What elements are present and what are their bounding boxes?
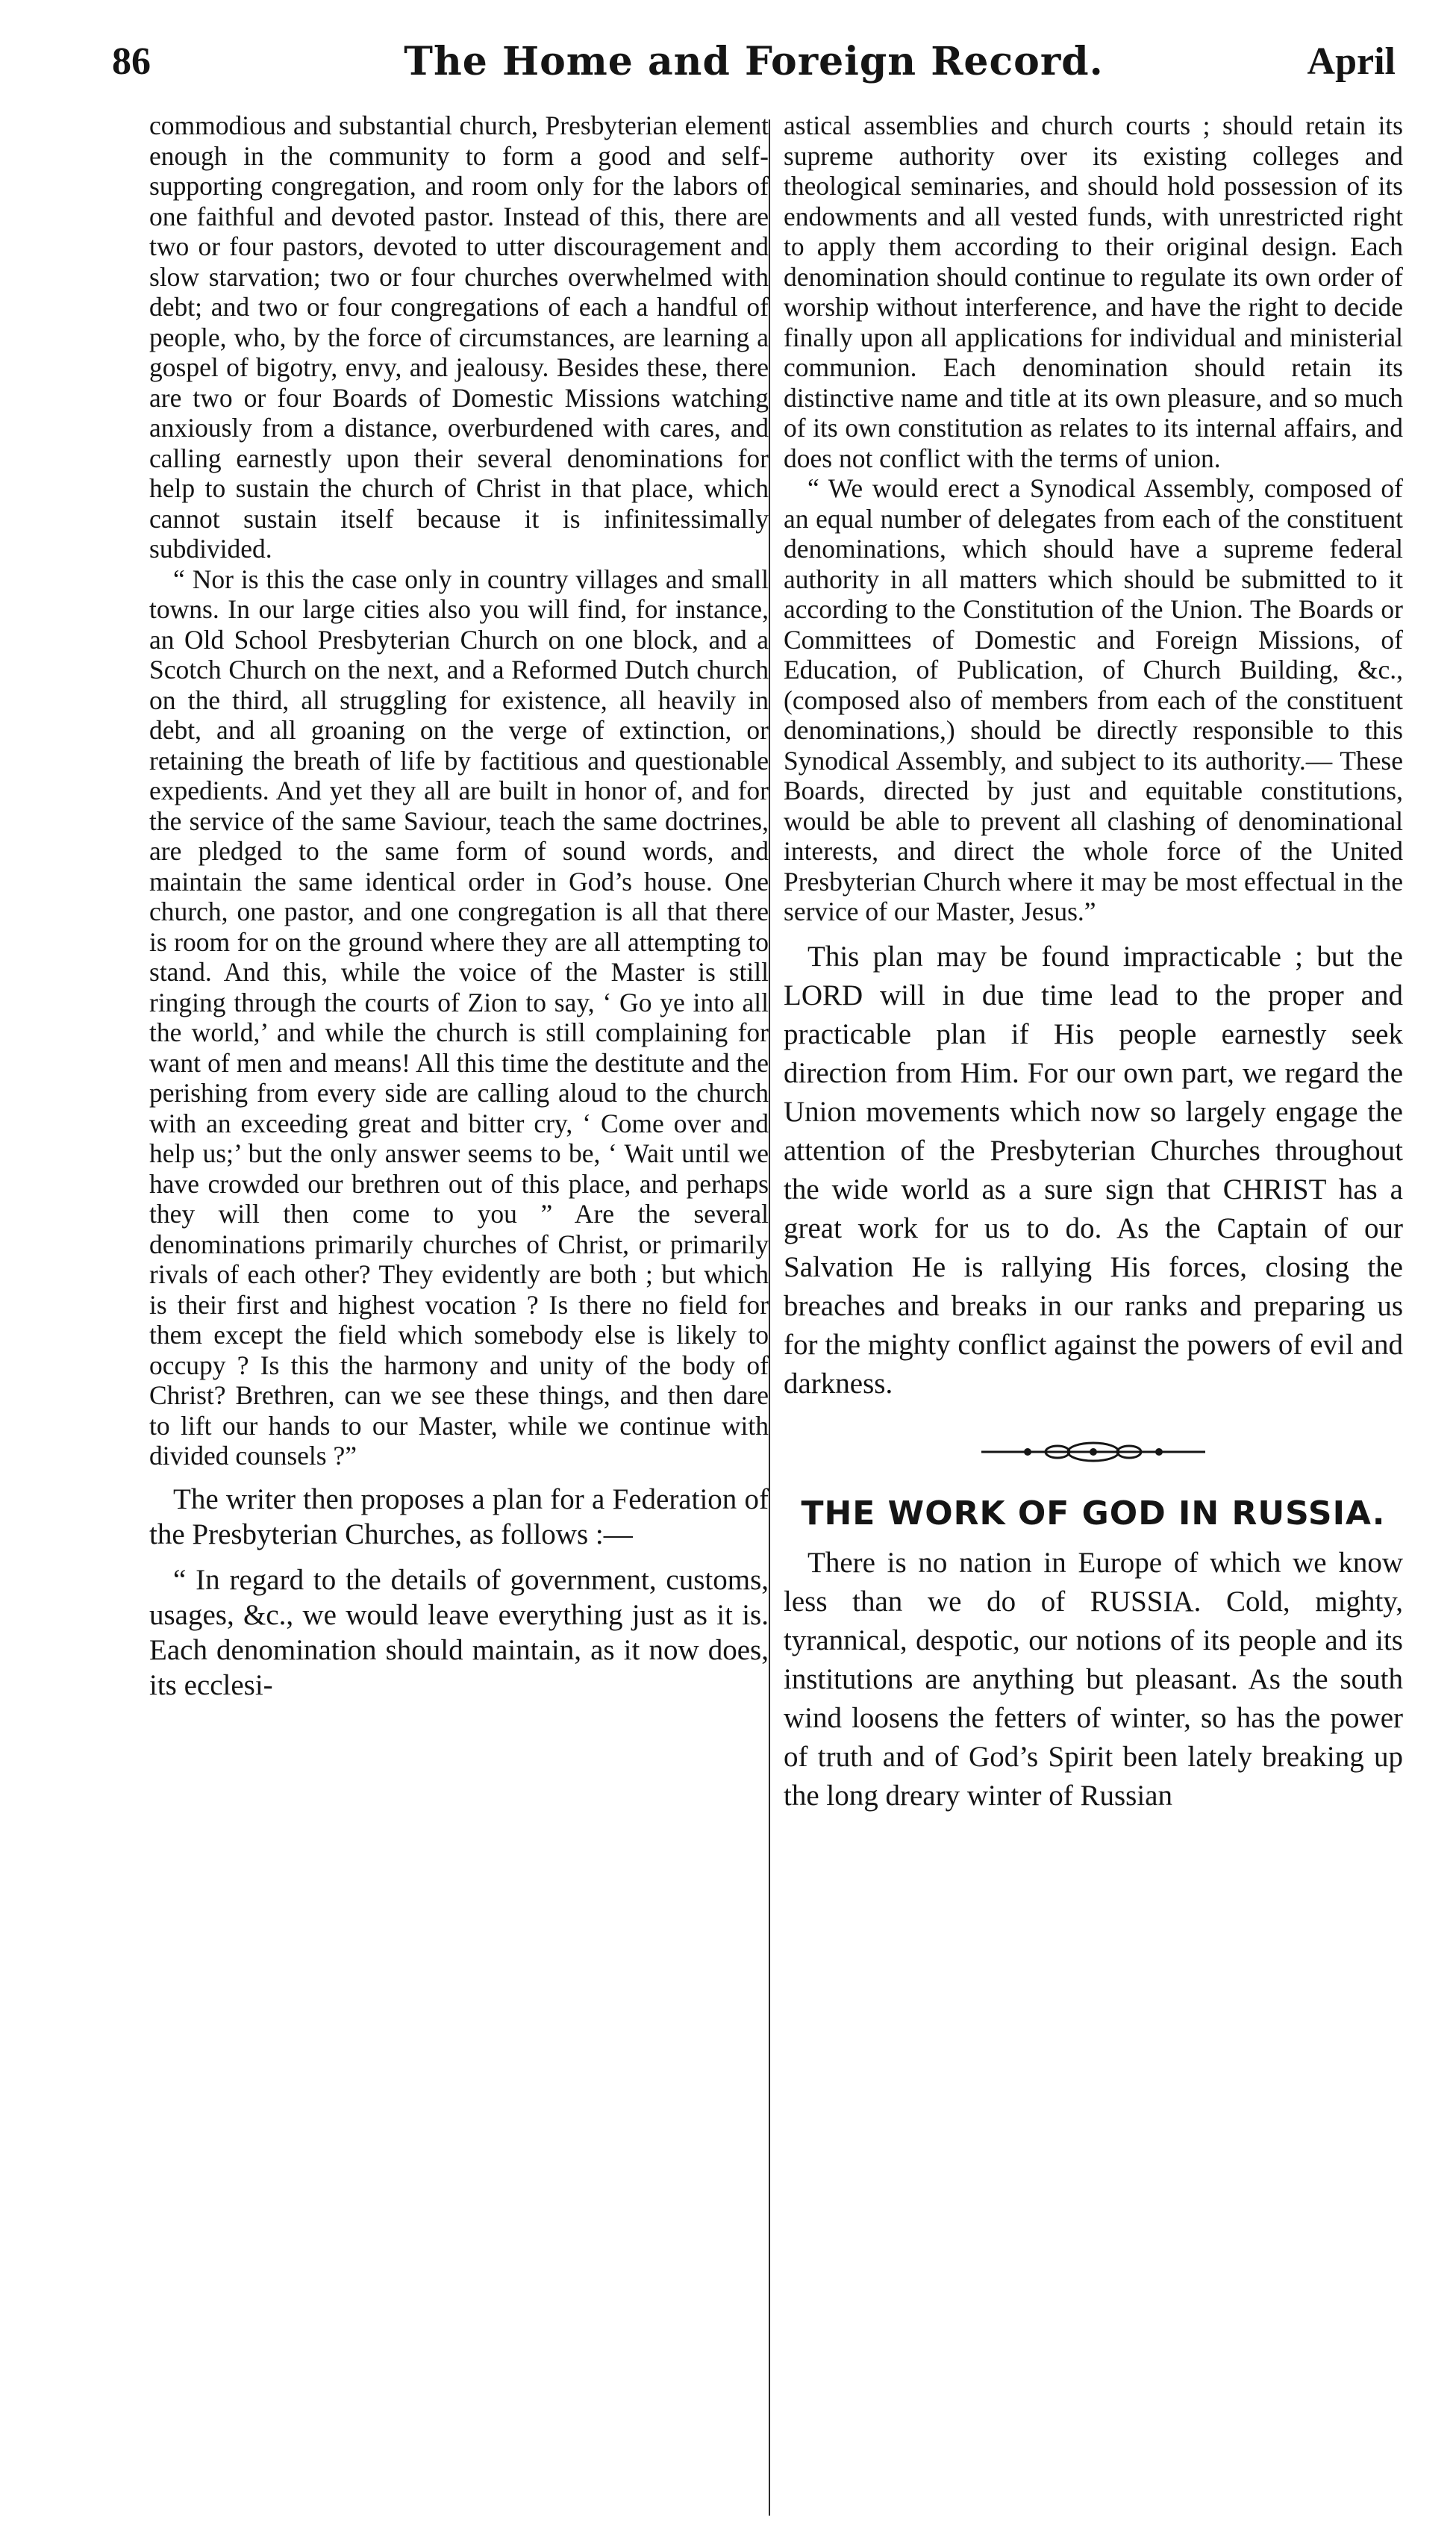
paragraph: This plan may be found impracticable ; but the LORD will in due time lead to the proper and practicable plan if His people earnestly seek direction from Him. For our own part, we regard the Union movements which now so largely engage the attention of the Presbyterian Churches throughout the wide world as a sure sign that CHRIST has a great work for us to do. As the Captain of our Salvation He is rallying His forces, closing the breaches and breaks in our ranks and preparing us for the mighty conflict against the powers of evil and darkness. bbox=[784, 940, 1403, 1400]
paragraph: There is no nation in Europe of which we know less than we do of RUSSIA. Cold, mighty, tyrannical, despotic, our notions of its people and its institutions are anything but pleasant. As the south wind loosens the fetters of winter, so has the power of truth and of God’s Spirit been lately breaking up the long dreary winter of Russian bbox=[784, 1546, 1403, 1812]
ornamental-divider bbox=[784, 1418, 1403, 1485]
page-number: 86 bbox=[112, 40, 151, 83]
left-column bbox=[149, 110, 769, 2522]
running-title: The Home and Foreign Record. bbox=[404, 39, 1104, 84]
paragraph: “ Nor is this the case only in country villages and small towns. In our large cities also you will find, for instance, an Old School Presbyterian Church on one block, and a Scotch Church on the next, and a Reformed Dutch church on the third, all struggling for existence, all heavily in debt, and all groaning on the verge of extinction, or retaining the breath of life by factitious and questionable expedients. And yet they all are built in honor of, and for the service of the same Saviour, teach the same doctrines, are pledged to the same form of sound words, and maintain the same identical order in God’s house. One church, one pastor, and one congregation is all that there is room for on the ground where they are all attempting to stand. And this, while the voice of the Master is still ringing through the courts of Zion to say, ‘ Go ye into all the world,’ and while the church is still complaining for want of men and means! All this time the destitute and the perishing from every side are calling aloud to the church with an exceeding great and bitter cry, ‘ Come over and help us;’ but the only answer seems to be, ‘ Wait until we have crowded our brethren out of this place, and perhaps they will then come to you ” Are the several denominations primarily churches of Christ, or primarily rivals of each other? They evidently are both ; but which is their first and highest vocation ? Is there no field for them except the field which somebody else is likely to occupy ? Is this the harmony and unity of the body of Christ? Brethren, can we see these things, and then dare to lift our hands to our Master, while we continue with divided counsels ?” bbox=[149, 564, 769, 1471]
issue-month: April bbox=[1307, 40, 1396, 83]
ornament-icon bbox=[974, 1437, 1213, 1467]
paragraph: “ In regard to the details of government, customs, usages, &c., we would leave everything just as it is. Each denomination should maintain, as it now does, its ecclesi- bbox=[149, 1563, 769, 1701]
right-column bbox=[784, 110, 1403, 2522]
page-header bbox=[112, 30, 1396, 97]
column-rule bbox=[769, 119, 770, 2516]
paragraph: The writer then proposes a plan for a Federation of the Presbyterian Churches, as follows :— bbox=[149, 1482, 769, 1550]
paragraph: astical assemblies and church courts ; should retain its supreme authority over its existing colleges and theological seminaries, and should hold possession of its endowments and all vested funds, with unrestricted right to apply them according to their original design. Each denomination should continue to regulate its own order of worship without interference, and have the right to decide finally upon all applications for individual and ministerial communion. Each denomination should retain its distinctive name and title at its own pleasure, and so much of its own constitution as relates to its internal affairs, and does not conflict with the terms of union. bbox=[784, 110, 1403, 473]
paragraph: “ We would erect a Synodical Assembly, composed of an equal number of delegates from each of the constituent denominations, which should have a supreme federal authority in all matters which should be submitted to it according to the Constitution of the Union. The Boards or Committees of Domestic and Foreign Missions, of Education, of Publication, of Church Building, &c., (composed also of members from each of the constituent denominations,) should be directly responsible to this Synodical Assembly, and subject to its authority.— These Boards, directed by just and equitable constitutions, would be able to prevent all clashing of denominational interests, and direct the whole force of the United Presbyterian Church where it may be most effectual in the service of our Master, Jesus.” bbox=[784, 473, 1403, 926]
section-heading: THE WORK OF GOD IN RUSSIA. bbox=[801, 1494, 1386, 1533]
paragraph: commodious and substantial church, Presbyterian element enough in the community to form a good and self-supporting congregation, and room only for the labors of one faithful and devoted pastor. Instead of this, there are two or four pastors, devoted to utter discouragement and slow starvation; two or four churches overwhelmed with debt; and two or four congregations of each a handful of people, who, by the force of circumstances, are learning a gospel of bigotry, envy, and jealousy. Besides these, there are two or four Boards of Domestic Missions watching anxiously from a distance, overburdened with cares, and calling earnestly upon their several denominations for help to sustain the church of Christ in that place, which cannot sustain itself because it is infinitessimally subdivided. bbox=[149, 110, 769, 564]
